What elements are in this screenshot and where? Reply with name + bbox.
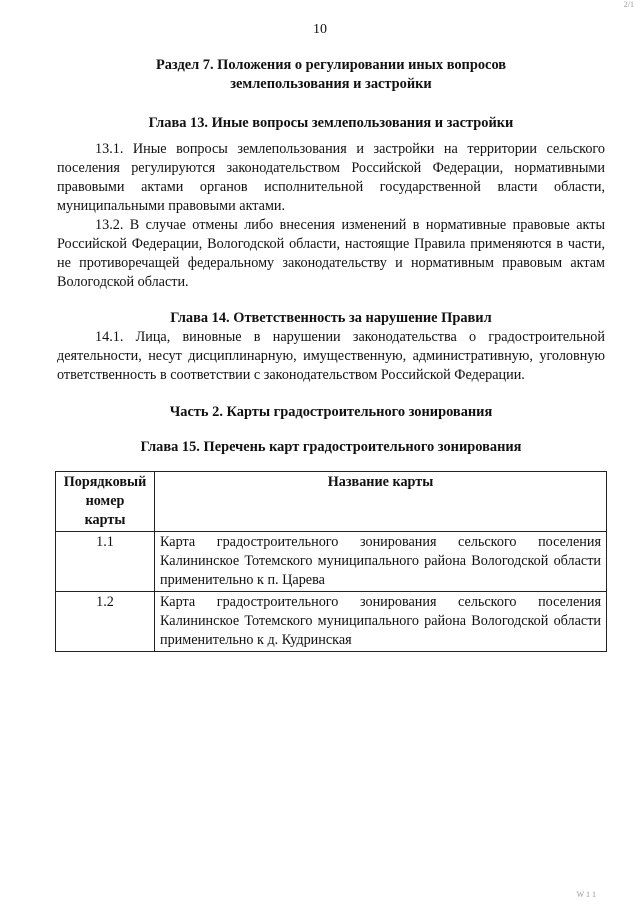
table-row	[56, 532, 607, 592]
corner-mark: 2/1	[623, 0, 634, 9]
row-number: 1.2	[56, 592, 155, 652]
bottom-mark: W 1 1	[576, 890, 596, 899]
paragraph-13-2: 13.2. В случае отмены либо внесения изменений в нормативные правовые акты Российской Федерации, Вологодской области, настоящие Правила применяются в части, не противоречащей федеральному законодательству и нормативным правовым актам Вологодской области.	[57, 217, 605, 290]
column-header-name: Название карты	[155, 472, 607, 532]
part-2-title: Часть 2. Карты градостроительного зонирования	[169, 404, 493, 420]
column-header-number	[56, 472, 155, 532]
column-header-number-line1: Порядковый	[63, 474, 147, 490]
page-content	[57, 50, 605, 652]
section-title-line1: Раздел 7. Положения о регулировании иных вопросов	[155, 57, 507, 73]
section-title	[57, 56, 605, 94]
table-header-row	[56, 472, 607, 532]
chapter-14-title: Глава 14. Ответственность за нарушение Правил	[170, 310, 492, 326]
row-number: 1.1	[56, 532, 155, 592]
paragraph-14-1: 14.1. Лица, виновные в нарушении законодательства о градостроительной деятельности, несут дисциплинарную, имущественную, административную, уголовную ответственность в соответствии с законодательством Российской Федерации.	[57, 329, 605, 383]
row-map-name: Карта градостроительного зонирования сельского поселения Калининское Тотемского муниципального района Вологодской области применительно к д. Кудринская	[155, 592, 607, 652]
chapter-15-title: Глава 15. Перечень карт градостроительного зонирования	[140, 439, 522, 455]
maps-table	[55, 471, 607, 652]
row-map-name: Карта градостроительного зонирования сельского поселения Калининское Тотемского муниципального района Вологодской области применительно к п. Царева	[155, 532, 607, 592]
column-header-number-line3: карты	[84, 512, 126, 528]
section-title-line2: землепользования и застройки	[230, 76, 432, 92]
chapter-13-title: Глава 13. Иные вопросы землепользования и застройки	[148, 115, 514, 131]
column-header-number-line2: номер	[85, 493, 125, 509]
page-number: 10	[313, 22, 327, 37]
paragraph-13-1: 13.1. Иные вопросы землепользования и застройки на территории сельского поселения регулируются законодательством Российской Федерации, нормативными правовыми актами органов исполнительной государственной власти области, муниципальными правовыми актами.	[57, 141, 605, 214]
table-row	[56, 592, 607, 652]
